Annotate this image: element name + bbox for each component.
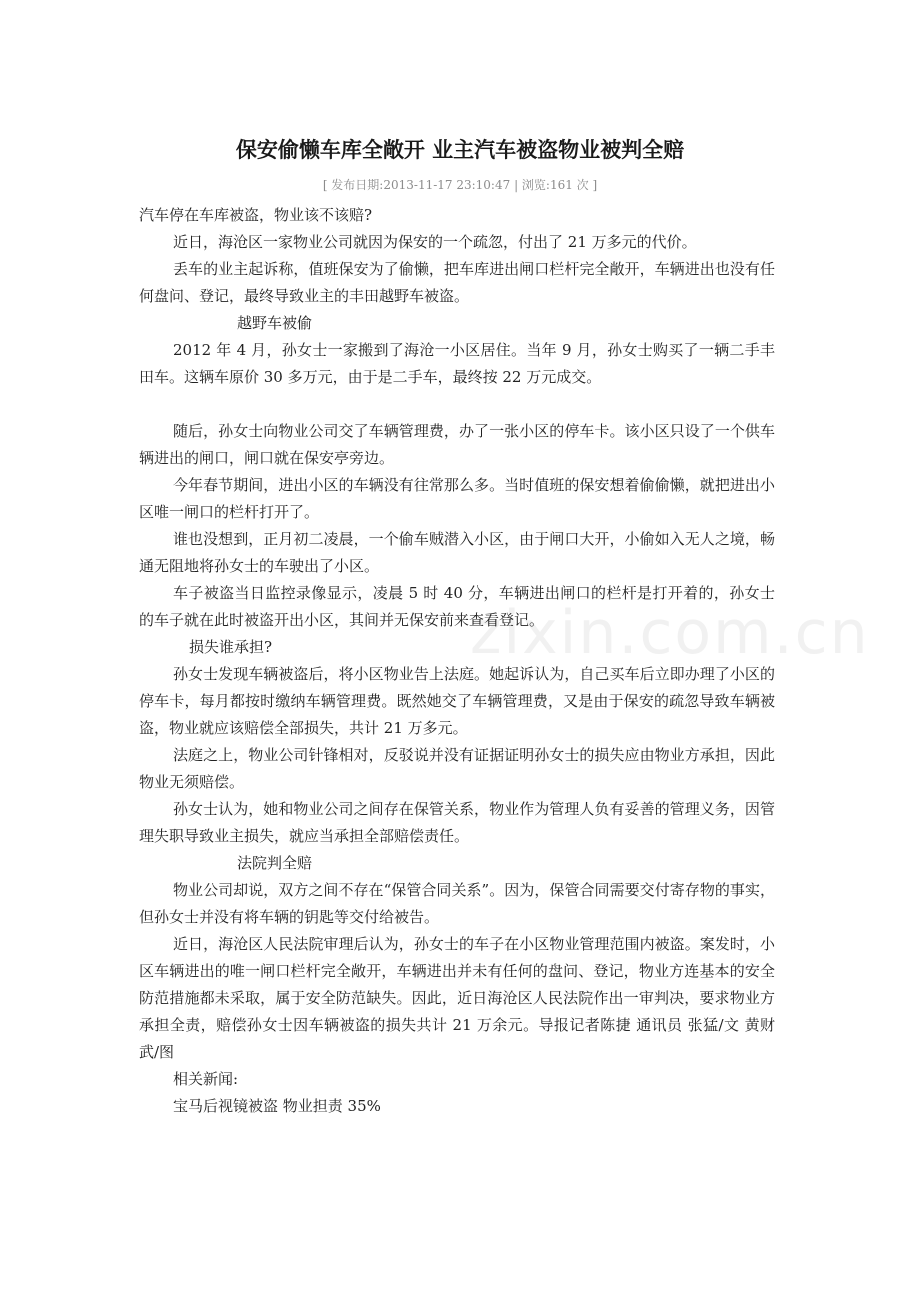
body-paragraph: 丢车的业主起诉称，值班保安为了偷懒，把车库进出闸口栏杆完全敞开，车辆进出也没有任何盘问、登记，最终导致业主的丰田越野车被盗。 [139, 260, 775, 305]
body-paragraph: 谁也没想到，正月初二凌晨，一个偷车贼潜入小区，由于闸口大开，小偷如入无人之境，畅通无阻地将孙女士的车驶出了小区。 [139, 530, 775, 575]
body-paragraph: 孙女士发现车辆被盗后，将小区物业告上法庭。她起诉认为，自己买车后立即办理了小区的停车卡，每月都按时缴纳车辆管理费。既然她交了车辆管理费，又是由于保安的疏忽导致车辆被盗，物业就应该赔偿全部损失，共计 21 万多元。 [139, 665, 775, 737]
body-paragraph: 孙女士认为，她和物业公司之间存在保管关系，物业作为管理人负有妥善的管理义务，因管理失职导致业主损失，就应当承担全部赔偿责任。 [139, 800, 775, 845]
related-news-link[interactable]: 宝马后视镜被盗 物业担责 35% [173, 1097, 381, 1115]
section-heading: 损失谁承担? [189, 638, 273, 656]
body-paragraph: 法庭之上，物业公司针锋相对，反驳说并没有证据证明孙女士的损失应由物业方承担，因此物业无须赔偿。 [139, 746, 775, 791]
body-paragraph: 近日，海沧区一家物业公司就因为保安的一个疏忽，付出了 21 万多元的代价。 [173, 233, 697, 251]
related-news-label: 相关新闻: [173, 1070, 239, 1088]
body-paragraph: 随后，孙女士向物业公司交了车辆管理费，办了一张小区的停车卡。该小区只设了一个供车辆进出的闸口，闸口就在保安亭旁边。 [139, 422, 775, 467]
watermark: zixin.com.cn [470, 598, 870, 668]
section-heading: 越野车被偷 [237, 314, 313, 332]
body-paragraph: 车子被盗当日监控录像显示，凌晨 5 时 40 分，车辆进出闸口的栏杆是打开着的，孙女士的车子就在此时被盗开出小区，其间并无保安前来查看登记。 [139, 584, 775, 629]
body-paragraph: 今年春节期间，进出小区的车辆没有往常那么多。当时值班的保安想着偷偷懒，就把进出小区唯一闸口的栏杆打开了。 [139, 476, 775, 521]
article-title: 保安偷懒车库全敞开 业主汽车被盗物业被判全赔 [235, 138, 685, 163]
body-paragraph: 2012 年 4 月，孙女士一家搬到了海沧一小区居住。当年 9 月，孙女士购买了一辆二手丰田车。这辆车原价 30 多万元，由于是二手车，最终按 22 万元成交。 [139, 341, 775, 386]
section-heading: 法院判全赔 [237, 854, 313, 872]
body-paragraph: 物业公司却说，双方之间不存在“保管合同关系”。因为，保管合同需要交付寄存物的事实，但孙女士并没有将车辆的钥匙等交付给被告。 [139, 881, 775, 926]
body-paragraph: 近日，海沧区人民法院审理后认为，孙女士的车子在小区物业管理范围内被盗。案发时，小区车辆进出的唯一闸口栏杆完全敞开，车辆进出并未有任何的盘问、登记，物业方连基本的安全防范措施都未采取，属于安全防范缺失。因此，近日海沧区人民法院作出一审判决，要求物业方承担全责，赔偿孙女士因车辆被盗的损失共计 21 万余元。导报记者陈捷 通讯员 张猛/文 黄财武/图 [139, 935, 775, 1061]
publish-meta: [ 发布日期:2013-11-17 23:10:47 | 浏览:161 次 ] [322, 178, 598, 192]
lead-question: 汽车停在车库被盗，物业该不该赔? [139, 206, 373, 224]
article-body [139, 202, 775, 1120]
